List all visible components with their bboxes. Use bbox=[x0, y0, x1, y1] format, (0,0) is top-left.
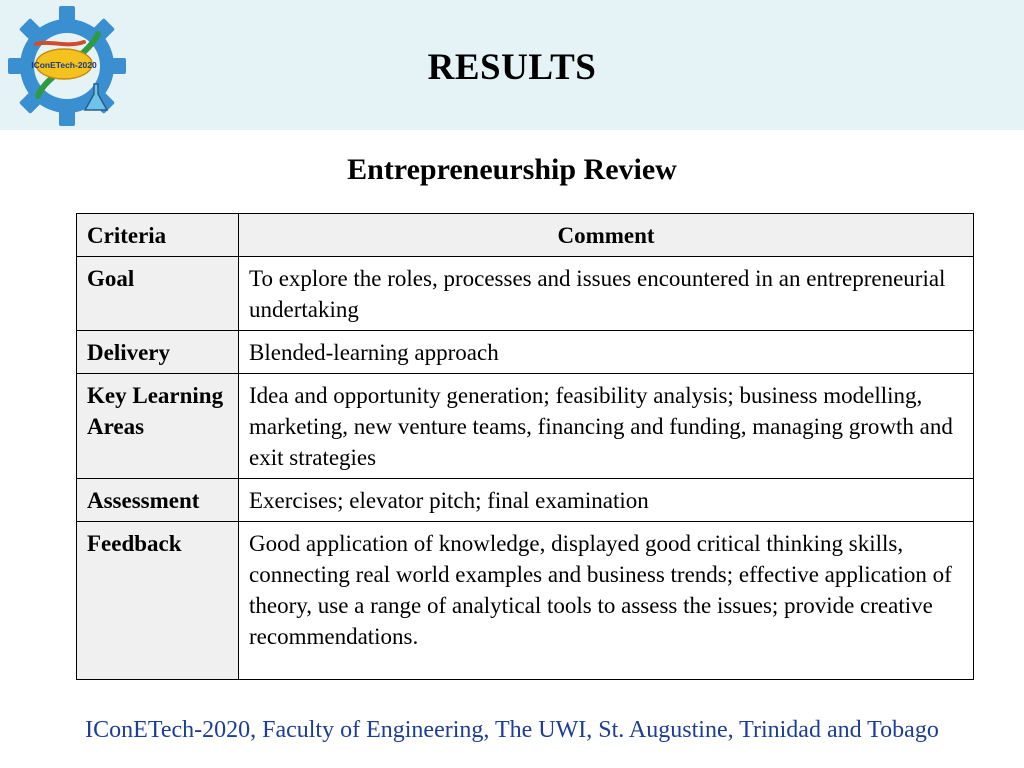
criteria-cell: Assessment bbox=[77, 479, 239, 522]
criteria-cell: Feedback bbox=[77, 522, 239, 680]
table-row bbox=[77, 479, 974, 522]
review-table bbox=[76, 213, 974, 680]
table-row bbox=[77, 331, 974, 374]
comment-cell: Exercises; elevator pitch; final examination bbox=[239, 479, 974, 522]
comment-cell: Idea and opportunity generation; feasibility analysis; business modelling, marketing, new venture teams, financing and funding, managing growth and exit strategies bbox=[239, 374, 974, 479]
criteria-cell: Goal bbox=[77, 257, 239, 331]
table-row bbox=[77, 374, 974, 479]
logo-text: IConETech-2020 bbox=[31, 60, 97, 70]
criteria-cell: Delivery bbox=[77, 331, 239, 374]
section-subtitle: Entrepreneurship Review bbox=[347, 153, 677, 186]
comment-cell: Good application of knowledge, displayed good critical thinking skills, connecting real world examples and business trends; effective application of theory, use a range of analytical tools to assess the issues; provide creative recommendations. bbox=[239, 522, 974, 680]
page-title: RESULTS bbox=[427, 47, 597, 88]
criteria-cell: Key Learning Areas bbox=[77, 374, 239, 479]
column-header-criteria: Criteria bbox=[77, 214, 239, 257]
footer-text: IConETech-2020, Faculty of Engineering, The UWI, St. Augustine, Trinidad and Tobago bbox=[85, 717, 939, 743]
comment-cell: Blended-learning approach bbox=[239, 331, 974, 374]
table-row bbox=[77, 522, 974, 680]
column-header-comment: Comment bbox=[239, 214, 974, 257]
table-row bbox=[77, 257, 974, 331]
table-header-row bbox=[77, 214, 974, 257]
comment-cell: To explore the roles, processes and issues encountered in an entrepreneurial undertaking bbox=[239, 257, 974, 331]
